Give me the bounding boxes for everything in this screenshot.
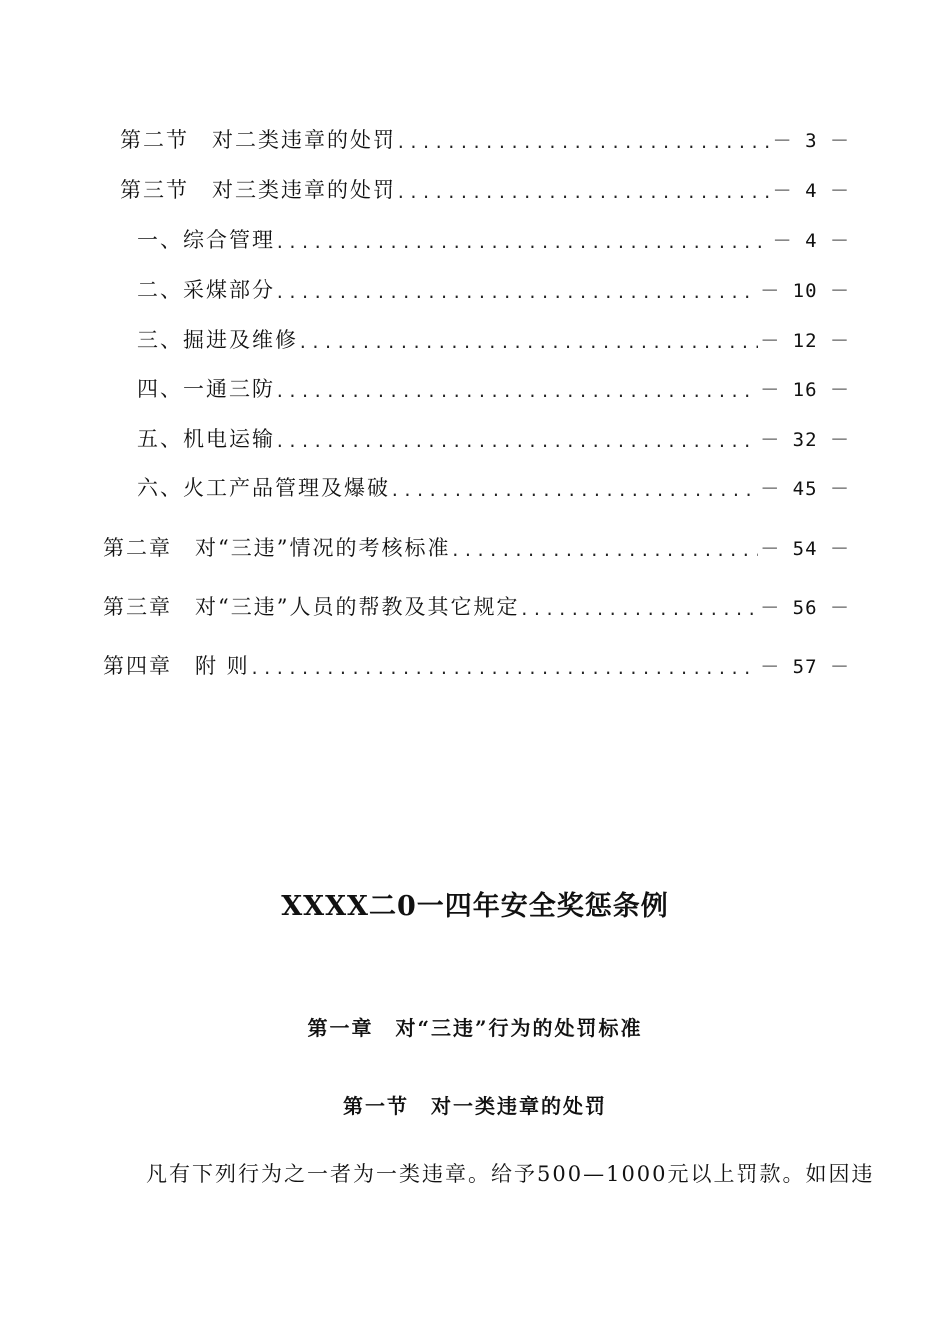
toc-dot-leader	[396, 127, 771, 152]
toc-entry-page: － 3 －	[772, 129, 850, 152]
toc-entry-page: － 4 －	[772, 179, 850, 202]
toc-entry	[137, 472, 850, 502]
toc-entry-label: 第三节 对三类违章的处罚	[120, 178, 396, 202]
toc-entry-label: 四、一通三防	[137, 377, 275, 401]
toc-entry-page: － 10 －	[760, 279, 850, 302]
toc-entry-label: 六、火工产品管理及爆破	[137, 476, 390, 500]
toc-entry	[120, 174, 850, 204]
chapter-heading: 第一章 对“三违”行为的处罚标准	[307, 1016, 643, 1040]
document-title: XXXX二0一四年安全奖惩条例	[281, 891, 669, 922]
toc-entry-label: 五、机电运输	[137, 427, 275, 451]
body-paragraph: 凡有下列行为之一者为一类违章。给予500—1000元以上罚款。如因违	[146, 1162, 875, 1186]
toc-entry	[137, 324, 850, 354]
toc-entry-page: － 56 －	[760, 596, 850, 619]
toc-dot-leader	[298, 327, 758, 352]
toc-dot-leader	[396, 177, 771, 202]
toc-entry	[103, 591, 850, 621]
toc-dot-leader	[275, 426, 758, 451]
toc-entry-label: 三、掘进及维修	[137, 328, 298, 352]
toc-entry-page: － 16 －	[760, 378, 850, 401]
toc-entry	[137, 274, 850, 304]
toc-dot-leader	[275, 227, 771, 252]
toc-entry-page: － 4 －	[772, 229, 850, 252]
toc-entry-page: － 54 －	[760, 537, 850, 560]
toc-entry-label: 一、综合管理	[137, 228, 275, 252]
toc-entry	[103, 532, 850, 562]
toc-entry-label: 第二节 对二类违章的处罚	[120, 128, 396, 152]
toc-entry-label: 二、采煤部分	[137, 278, 275, 302]
toc-entry	[103, 650, 850, 680]
toc-entry	[137, 373, 850, 403]
toc-entry	[137, 423, 850, 453]
toc-dot-leader	[390, 475, 758, 500]
toc-dot-leader	[275, 277, 758, 302]
toc-entry-page: － 45 －	[760, 477, 850, 500]
toc-entry-page: － 32 －	[760, 428, 850, 451]
toc-dot-leader	[450, 535, 758, 560]
toc-dot-leader	[275, 376, 758, 401]
toc-entry-page: － 12 －	[760, 329, 850, 352]
toc-entry	[120, 124, 850, 154]
section-heading: 第一节 对一类违章的处罚	[343, 1094, 607, 1118]
toc-dot-leader	[519, 594, 758, 619]
toc-entry-page: － 57 －	[760, 655, 850, 678]
toc-entry-label: 第四章 附 则	[103, 654, 250, 678]
toc-dot-leader	[250, 653, 759, 678]
toc-entry	[137, 224, 850, 254]
toc-entry-label: 第三章 对“三违”人员的帮教及其它规定	[103, 595, 520, 619]
toc-entry-label: 第二章 对“三违”情况的考核标准	[103, 536, 451, 560]
